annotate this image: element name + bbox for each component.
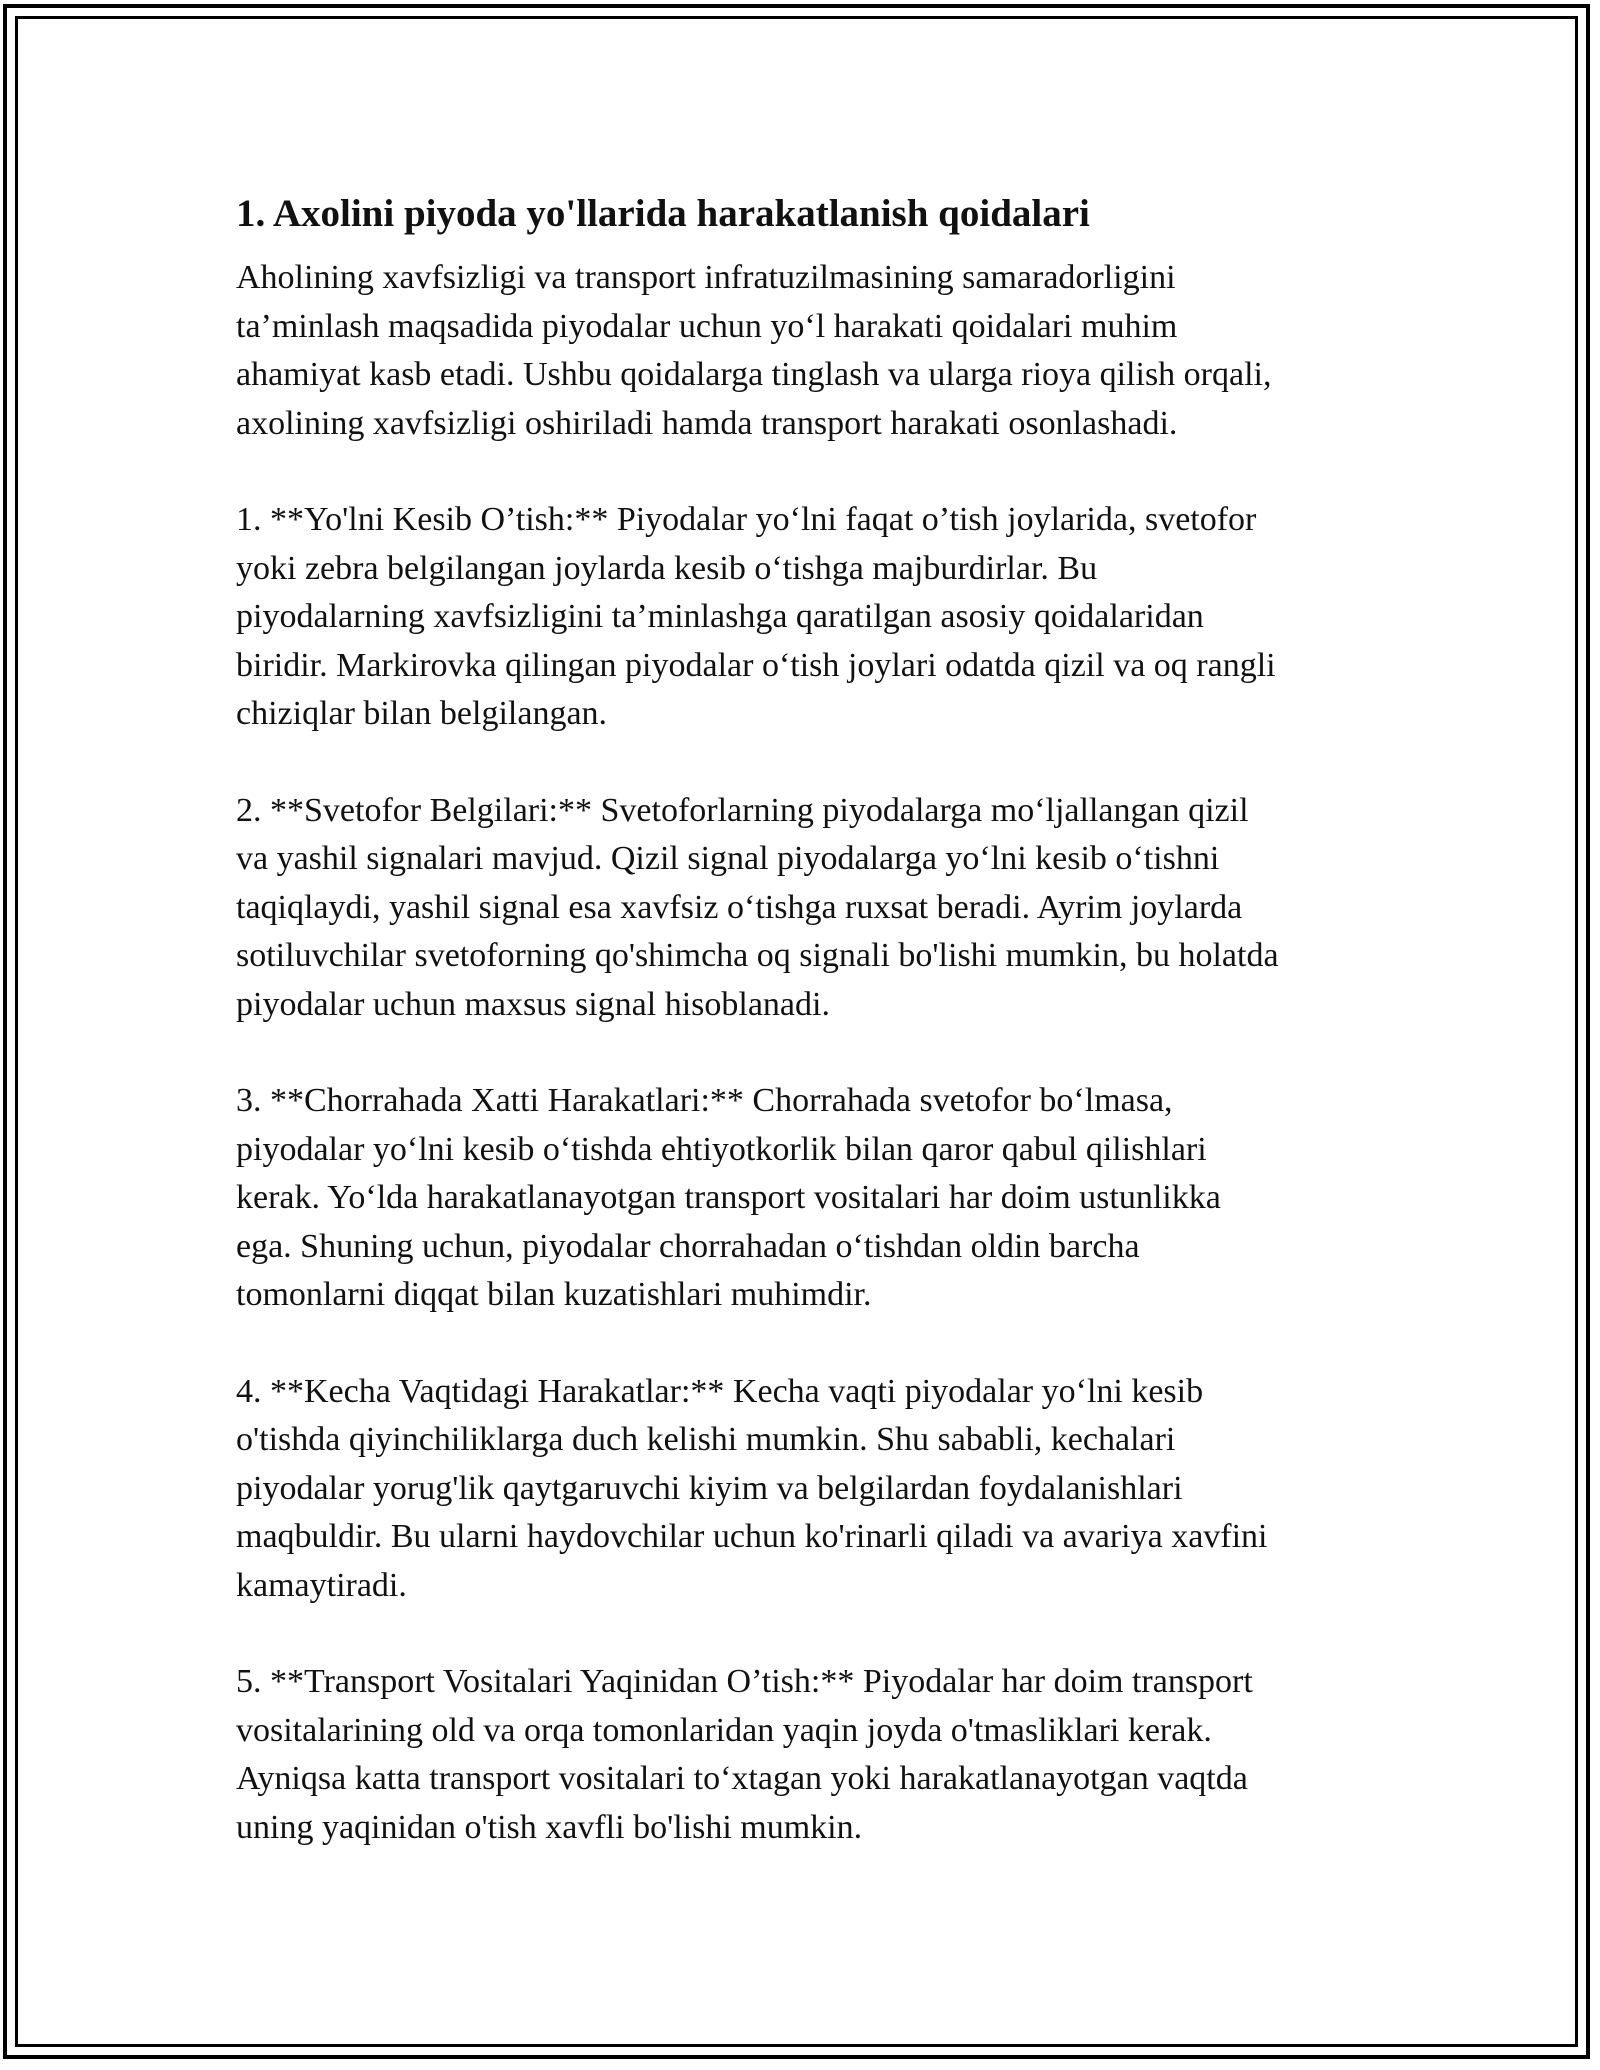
rule-vehicles-paragraph: 5. **Transport Vositalari Yaqinidan O’tish:** Piyodalar har doim transport vositalarining old va orqa tomonlaridan yaqin joyda o'tmasliklari kerak. Ayniqsa katta transport vositalari to‘xtagan yoki harakatlanayotgan vaqtda uning yaqinidan o'tish xavfli bo'lishi mumkin. [236, 1663, 1253, 1846]
rule-crossing-paragraph: 1. **Yo'lni Kesib O’tish:** Piyodalar yo‘lni faqat o’tish joylarida, svetofor yoki zebra belgilangan joylarda kesib o‘tishga majburdirlar. Bu piyodalarning xavfsizligini ta’minlashga qaratilgan asosiy qoidalaridan biridir. Markirovka qilingan piyodalar o‘tish joylari odatda qizil va oq rangli chiziqlar bilan belgilangan. [236, 501, 1276, 732]
rule-intersection-paragraph: 3. **Chorrahada Xatti Harakatlari:** Chorrahada svetofor bo‘lmasa, piyodalar yo‘lni kesib o‘tishda ehtiyotkorlik bilan qaror qabul qilishlari kerak. Yo‘lda harakatlanayotgan transport vositalari har doim ustunlikka ega. Shuning uchun, piyodalar chorrahadan o‘tishdan oldin barcha tomonlarni diqqat bilan kuzatishlari muhimdir. [236, 1082, 1221, 1313]
document-body [236, 186, 1381, 1852]
intro-paragraph: Aholining xavfsizligi va transport infratuzilmasining samaradorligini ta’minlash maqsadida piyodalar uchun yo‘l harakati qoidalari muhim ahamiyat kasb etadi. Ushbu qoidalarga tinglash va ularga rioya qilish orqali, axolining xavfsizligi oshiriladi hamda transport harakati osonlashadi. [236, 259, 1272, 442]
rule-night-paragraph: 4. **Kecha Vaqtidagi Harakatlar:** Kecha vaqti piyodalar yo‘lni kesib o'tishda qiyinchiliklarga duch kelishi mumkin. Shu sababli, kechalari piyodalar yorug'lik qaytgaruvchi kiyim va belgilardan foydalanishlari maqbuldir. Bu ularni haydovchilar uchun ko'rinarli qiladi va avariya xavfini kamaytiradi. [236, 1372, 1268, 1604]
rule-traffic-light-paragraph: 2. **Svetofor Belgilari:** Svetoforlarning piyodalarga mo‘ljallangan qizil va yashil signalari mavjud. Qizil signal piyodalarga yo‘lni kesib o‘tishni taqiqlaydi, yashil signal esa xavfsiz o‘tishga ruxsat beradi. Ayrim joylarda sotiluvchilar svetoforning qo'shimcha oq signali bo'lishi mumkin, bu holatda piyodalar uchun maxsus signal hisoblanadi. [236, 791, 1279, 1023]
document-title: 1. Axolini piyoda yo'llarida harakatlanish qoidalari [236, 192, 1090, 235]
